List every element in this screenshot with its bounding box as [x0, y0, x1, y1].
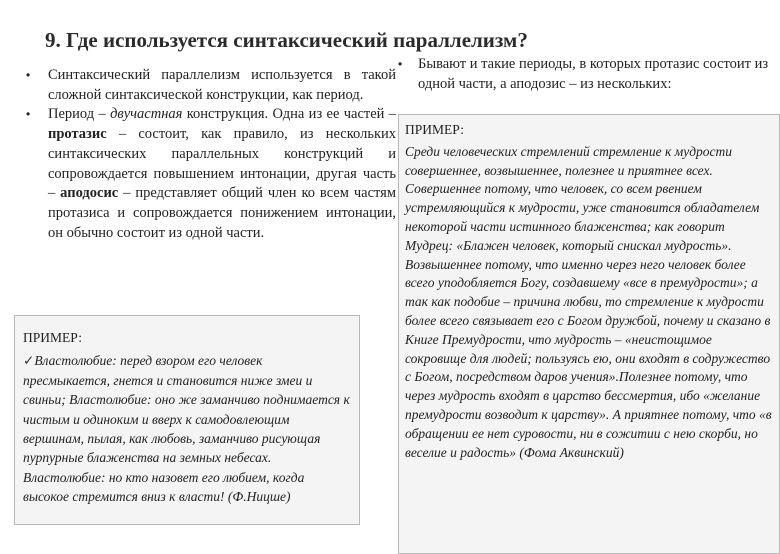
- left-example-box: [14, 315, 360, 525]
- example-quote: [23, 351, 351, 506]
- bullet-2-lead: Период –: [48, 106, 111, 123]
- term-apodosis: аподосис: [60, 185, 119, 202]
- bullet-dot-icon: •: [398, 57, 403, 71]
- slide-title: 9. Где используется синтаксический параллелизм?: [45, 28, 528, 52]
- right-example-box: [398, 114, 780, 554]
- example-label: ПРИМЕР:: [405, 122, 465, 137]
- example-quote-text: Властолюбие: перед взором его человек пресмыкается, гнется и становится ниже змеи и свиньи; Властолюбие: оно же заманчиво поднимается к чистым и одиноким и вверх к самодовлеющим вершинам, пылая, как любовь, заманчиво рисующая пурпурные блаженства на земных небесах. Властолюбие: но кто назовет его любием, когда высокое стремится вниз к власти! (Ф.Ницше): [23, 353, 350, 505]
- bullet-dot-icon: •: [26, 107, 31, 122]
- bullet-2-part-c: – представляет общий член ко всем частям протазиса и сопровождается понижением интонации, он обычно состоит из одной части.: [48, 185, 396, 241]
- bullet-2-part-a: конструкция. Одна из ее частей –: [182, 106, 396, 123]
- left-bullet-list: [24, 66, 396, 243]
- example-label: ПРИМЕР:: [23, 330, 83, 345]
- bullet-period-definition: [24, 105, 396, 243]
- term-protasis: протазис: [48, 126, 107, 143]
- example-quote: Среди человеческих стремлений стремление к мудрости совершеннее, возвышеннее, полезнее и приятнее всех. Совершеннее потому, что человек, со всем рвением устремляющийся к мудрости, уже становится обладателем некоторой части истинного блаженства; как говорит Мудрец: «Блажен человек, который снискал мудрость». Возвышеннее потому, что именно через него человек более всего уподобляется Богу, создавшему «все в премудрости»; а так как подобие – причина любви, то стремление к мудрости более всего связывает его с Богом дружбой, почему и сказано в Книге Премудрости, что мудрость – «неистощимое сокровище для людей; пользуясь ею, они входят в содружество с Богом, посредством даров учения».Полезнее потому, что через мудрость входят в царство бессмертия, ибо «желание премудрости возводит к царству». А приятнее потому, что «в обращении ее нет суровости, ни в сожитии с нею скорби, но веселие и радость» (Фома Аквинский): [405, 143, 772, 460]
- right-bullet: [398, 55, 778, 94]
- bullet-period-usage: [24, 66, 396, 105]
- bullet-dot-icon: •: [26, 68, 31, 82]
- checkmark-icon: ✓: [23, 353, 35, 369]
- bullet-2-part-b: – состоит, как правило, из нескольких синтаксических параллельных конструкций и сопровождается повышением интонации, другая часть –: [48, 126, 396, 202]
- right-bullet-text: Бывают и такие периоды, в которых протазис состоит из одной части, а аподозис – из нескольких:: [418, 56, 769, 92]
- term-two-part: двучастная: [110, 106, 183, 123]
- bullet-text-1: Синтаксический параллелизм используется в такой сложной синтаксической конструкции, как период.: [48, 67, 396, 103]
